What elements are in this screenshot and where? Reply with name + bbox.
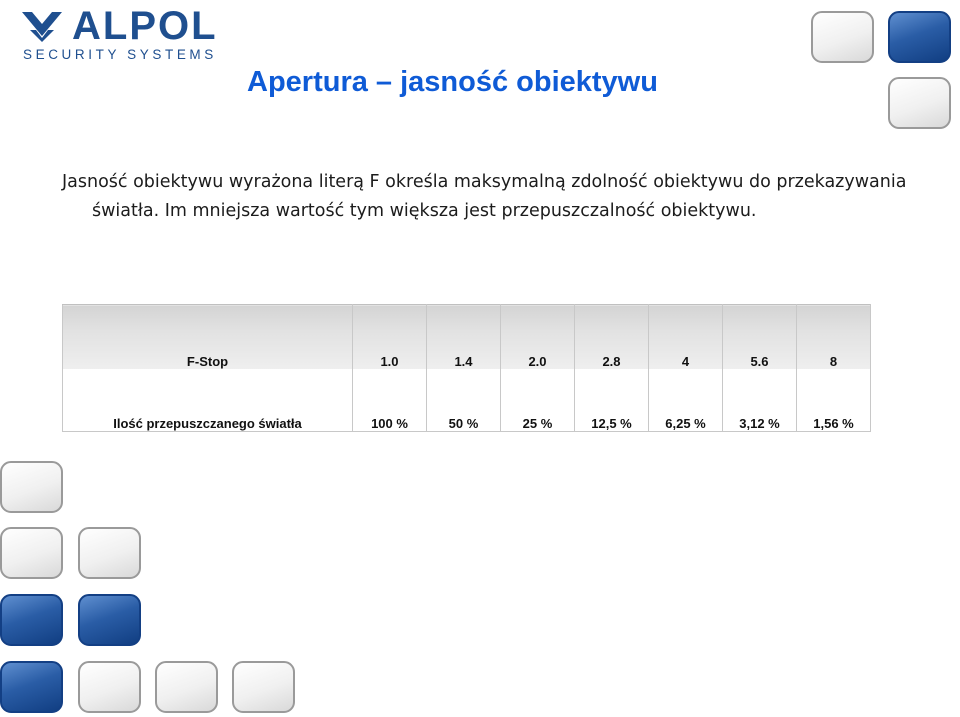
decor-tile: [78, 661, 141, 713]
light-row-header: Ilość przepuszczanego światła: [63, 369, 353, 432]
fstop-cell: 1.4: [427, 305, 501, 370]
fstop-cell: 2.8: [575, 305, 649, 370]
fstop-cell: 5.6: [723, 305, 797, 370]
light-cell: 3,12 %: [723, 369, 797, 432]
alpol-logo-mark-icon: [22, 12, 62, 42]
decor-tile: [0, 461, 63, 513]
decor-tile: [0, 527, 63, 579]
fstop-cell: 4: [649, 305, 723, 370]
logo-tagline: SECURITY SYSTEMS: [23, 47, 217, 62]
fstop-cell: 2.0: [501, 305, 575, 370]
fstop-row-header: F-Stop: [63, 305, 353, 370]
decor-tile: [78, 594, 141, 646]
decor-tile: [0, 594, 63, 646]
light-cell: 50 %: [427, 369, 501, 432]
decor-tile: [232, 661, 295, 713]
alpol-logo: [22, 4, 240, 64]
fstop-row: [63, 305, 871, 370]
page-title: Apertura – jasność obiektywu: [247, 66, 658, 98]
light-cell: 12,5 %: [575, 369, 649, 432]
light-cell: 6,25 %: [649, 369, 723, 432]
decor-tile: [888, 77, 951, 129]
fstop-table: [62, 304, 871, 432]
description-paragraph: Jasność obiektywu wyrażona literą F określa maksymalną zdolność obiektywu do przekazywania światła. Im mniejsza wartość tym większa jest przepuszczalność obiektywu.: [62, 172, 907, 221]
light-cell: 1,56 %: [797, 369, 871, 432]
light-row: [63, 369, 871, 432]
decor-tile: [811, 11, 874, 63]
decor-tile: [78, 527, 141, 579]
light-cell: 25 %: [501, 369, 575, 432]
decor-tile: [155, 661, 218, 713]
decor-tile: [0, 661, 63, 713]
fstop-cell: 8: [797, 305, 871, 370]
light-cell: 100 %: [353, 369, 427, 432]
decor-tile: [888, 11, 951, 63]
logo-wordmark: ALPOL: [72, 4, 218, 48]
fstop-cell: 1.0: [353, 305, 427, 370]
